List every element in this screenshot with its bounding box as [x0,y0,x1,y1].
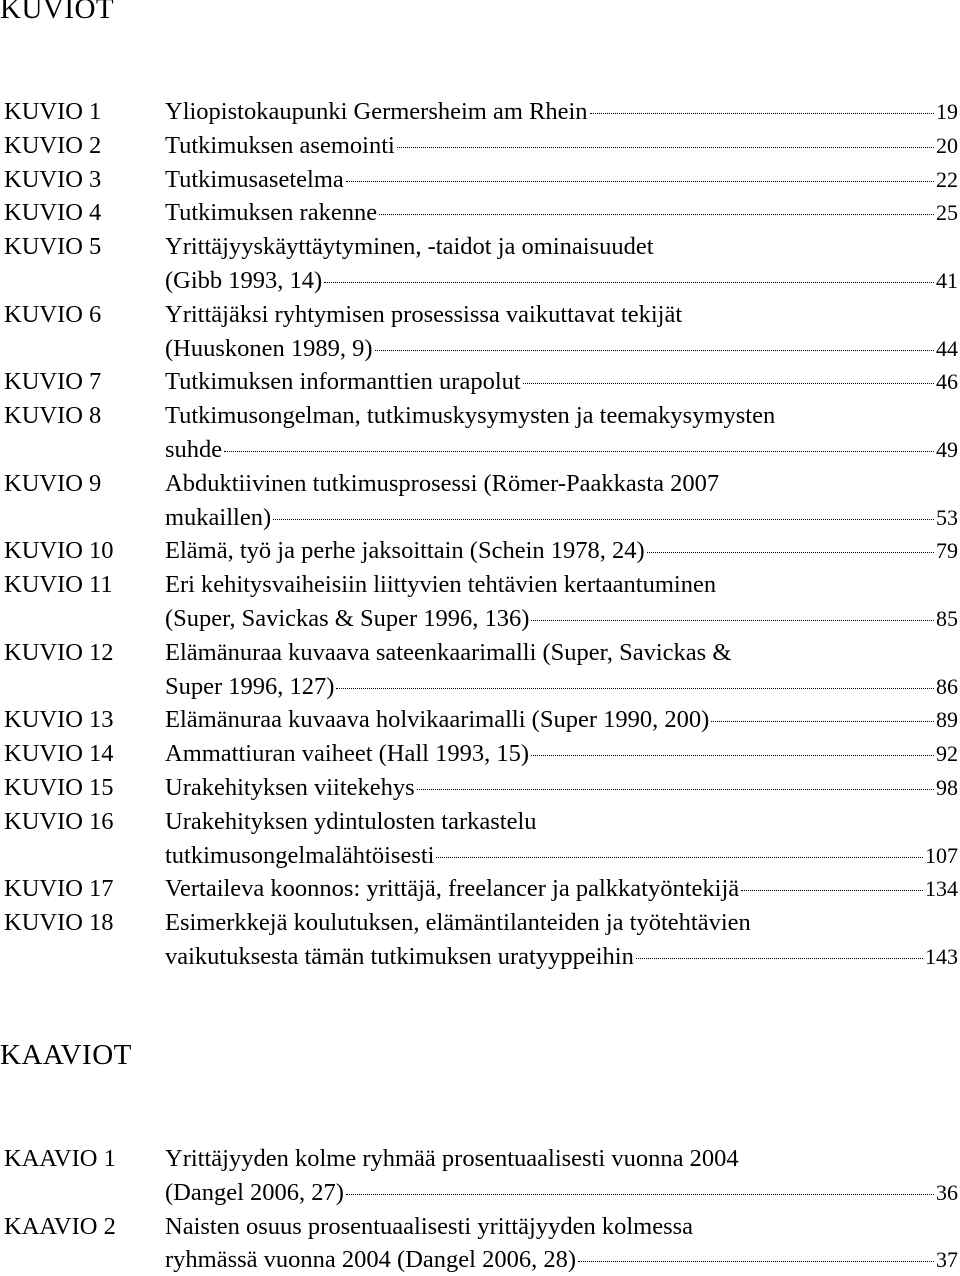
dot-leader [523,383,934,384]
toc-entry-title-line: Tutkimuksen rakenne [165,199,378,227]
toc-entry-label: KUVIO 5 [4,233,102,261]
toc-entry-title-line: Yrittäjyyskäyttäytyminen, -taidot ja ominaisuudet [165,233,654,261]
toc-entry-title-line: Naisten osuus prosentuaalisesti yrittäjyyden kolmessa [165,1212,694,1240]
dot-leader [711,721,934,722]
dot-leader [273,519,934,520]
toc-entry-title-row [165,771,958,805]
toc-entry-body [165,805,958,873]
toc-entry-label: KAAVIO 1 [4,1145,116,1172]
toc-entry-label: KUVIO 12 [4,638,114,666]
toc-entry-body [165,1210,958,1276]
toc-entry-title-row [165,737,958,771]
toc-entry-page-number: 22 [936,166,958,192]
toc-entry-page-number: 44 [936,335,958,361]
toc-entry-title-line: Eri kehitysvaiheisiin liittyvien tehtävien kertaantuminen [165,571,717,599]
toc-entry-page-number: 36 [936,1179,958,1205]
dot-leader [417,789,934,790]
kaaviot-heading: KAAVIOT [0,1039,132,1071]
toc-entry [0,568,960,636]
toc-entry-body [165,230,958,298]
toc-entry [0,534,960,568]
toc-entry-body [165,298,958,366]
dot-leader [336,688,934,689]
toc-entry-title-line: mukaillen) [165,503,272,531]
toc-entry-body [165,95,958,129]
toc-entry-title-row [165,1243,958,1276]
toc-entry-title-line: Tutkimuksen asemointi [165,131,395,159]
dot-leader [741,890,923,891]
toc-entry [0,1142,960,1210]
dot-leader [590,113,934,114]
toc-entry-label: KUVIO 11 [4,571,113,599]
toc-entry-body [165,399,958,467]
toc-entry-page-number: 41 [936,267,958,293]
toc-entry-label: KUVIO 15 [4,773,114,801]
toc-entry-body [165,365,958,399]
toc-entry-title-line: vaikutuksesta tämän tutkimuksen uratyyppeihin [165,942,634,970]
toc-entry-label: KUVIO 4 [4,199,102,227]
toc-entry-title-row [165,264,958,298]
toc-entry [0,196,960,230]
toc-entry-title-line: Elämänuraa kuvaava holvikaarimalli (Super 1990, 200) [165,706,710,734]
toc-entry-body [165,771,958,805]
toc-entry-title-row [165,839,958,873]
toc-entry-label: KUVIO 16 [4,807,114,835]
toc-entry-title-row [165,1176,958,1210]
toc-entry-page-number: 107 [925,842,958,868]
toc-entry-body [165,196,958,230]
dot-leader [436,857,923,858]
toc-entry-body [165,467,958,535]
toc-entry-body [165,568,958,636]
toc-entry [0,467,960,535]
toc-entry-page-number: 134 [925,876,958,902]
dot-leader [346,181,934,182]
toc-entry-title-line: suhde [165,435,223,463]
toc-entry-label: KUVIO 3 [4,165,102,193]
toc-entry-title-row [165,95,958,129]
toc-entry-page-number: 20 [936,132,958,158]
toc-entry-label: KUVIO 2 [4,131,102,159]
toc-entry-title-row [165,332,958,366]
dot-leader [636,958,923,959]
toc-entry-title-row [165,670,958,704]
toc-entry [0,805,960,873]
toc-entry-title-line: Tutkimusongelman, tutkimuskysymysten ja teemakysymysten [165,402,776,430]
toc-entry-title-line: Yliopistokaupunki Germersheim am Rhein [165,98,588,125]
toc-entry-body [165,163,958,197]
toc-entry [0,906,960,974]
kuviot-list [0,95,960,974]
toc-entry-label: KUVIO 10 [4,537,114,565]
toc-entry-title-line: Elämä, työ ja perhe jaksoittain (Schein 1978, 24) [165,537,645,565]
toc-entry-title-row [165,129,958,163]
toc-entry-label: KUVIO 9 [4,469,102,497]
toc-entry-title-line: Yrittäjyyden kolme ryhmää prosentuaalisesti vuonna 2004 [165,1145,739,1172]
toc-entry-body [165,737,958,771]
toc-entry-title-line: Super 1996, 127) [165,672,335,700]
toc-entry-title-row [165,163,958,197]
toc-entry [0,1210,960,1276]
toc-entry-body [165,1142,958,1210]
toc-entry-title-line: (Super, Savickas & Super 1996, 136) [165,604,530,632]
toc-entry-title-line: Abduktiivinen tutkimusprosessi (Römer-Paakkasta 2007 [165,469,720,497]
toc-entry-page-number: 49 [936,436,958,462]
toc-entry-title-row [165,940,958,974]
toc-entry-title-line: Tutkimuksen informanttien urapolut [165,368,521,396]
toc-entry [0,771,960,805]
toc-entry-title-line: Tutkimusasetelma [165,165,344,193]
toc-entry [0,298,960,366]
toc-entry-title-row [165,703,958,737]
toc-entry-label: KUVIO 18 [4,909,114,937]
toc-entry-label: KUVIO 8 [4,402,102,430]
toc-entry-body [165,703,958,737]
toc-entry-label: KUVIO 1 [4,98,102,125]
toc-entry-page-number: 46 [936,369,958,395]
toc-entry-label: KUVIO 17 [4,875,114,903]
toc-entry-title-line: Yrittäjäksi ryhtymisen prosessissa vaikuttavat tekijät [165,300,683,328]
toc-entry-page-number: 53 [936,504,958,530]
toc-entry [0,129,960,163]
toc-entry-page-number: 89 [936,707,958,733]
toc-entry-page-number: 85 [936,605,958,631]
dot-leader [397,147,934,148]
toc-entry-page-number: 98 [936,774,958,800]
toc-entry-title-line: (Huuskonen 1989, 9) [165,334,373,362]
toc-entry-title-row [165,501,958,535]
toc-entry [0,365,960,399]
toc-entry-title-line: Vertaileva koonnos: yrittäjä, freelancer ja palkkatyöntekijä [165,875,740,903]
toc-entry [0,872,960,906]
toc-entry-title-line: ryhmässä vuonna 2004 (Dangel 2006, 28) [165,1246,576,1274]
toc-entry [0,230,960,298]
toc-entry-title-row [165,602,958,636]
toc-entry-title-row [165,433,958,467]
dot-leader [346,1194,934,1195]
toc-entry-title-line: (Gibb 1993, 14) [165,266,323,294]
toc-entry-page-number: 37 [936,1247,958,1273]
toc-entry-page-number: 25 [936,200,958,226]
toc-entry [0,399,960,467]
kaaviot-list [0,1142,960,1276]
toc-entry-page-number: 79 [936,538,958,564]
toc-entry-label: KUVIO 13 [4,706,114,734]
toc-entry-title-line: (Dangel 2006, 27) [165,1178,344,1206]
toc-entry-title-row [165,872,958,906]
toc-entry-page-number: 86 [936,673,958,699]
toc-entry-body [165,534,958,568]
toc-entry-body [165,906,958,974]
toc-entry-page-number: 19 [936,99,958,124]
toc-entry-title-line: Urakehityksen ydintulosten tarkastelu [165,807,537,835]
dot-leader [531,755,934,756]
toc-entry-title-line: Ammattiuran vaiheet (Hall 1993, 15) [165,740,529,768]
dot-leader [224,451,934,452]
toc-entry-page-number: 143 [925,943,958,969]
dot-leader [379,214,934,215]
toc-entry [0,95,960,129]
toc-entry-body [165,636,958,704]
toc-entry-title-row [165,196,958,230]
toc-entry-body [165,129,958,163]
toc-entry [0,636,960,704]
kuviot-heading: KUVIOT [0,0,115,25]
toc-entry-label: KUVIO 14 [4,740,114,768]
toc-entry [0,703,960,737]
dot-leader [578,1261,934,1262]
toc-entry-title-row [165,534,958,568]
dot-leader [647,552,934,553]
dot-leader [324,282,934,283]
toc-entry-title-row [165,365,958,399]
dot-leader [531,620,934,621]
toc-entry-title-line: Esimerkkejä koulutuksen, elämäntilanteiden ja työtehtävien [165,909,751,937]
toc-entry-title-line: tutkimusongelmalähtöisesti [165,841,435,869]
toc-entry-body [165,872,958,906]
dot-leader [375,350,934,351]
toc-entry-label: KUVIO 6 [4,300,102,328]
toc-entry-label: KAAVIO 2 [4,1212,116,1240]
toc-entry-title-line: Urakehityksen viitekehys [165,773,415,801]
toc-entry-page-number: 92 [936,741,958,767]
toc-entry-title-line: Elämänuraa kuvaava sateenkaarimalli (Super, Savickas & [165,638,732,666]
toc-entry [0,163,960,197]
toc-entry [0,737,960,771]
toc-entry-label: KUVIO 7 [4,368,102,396]
